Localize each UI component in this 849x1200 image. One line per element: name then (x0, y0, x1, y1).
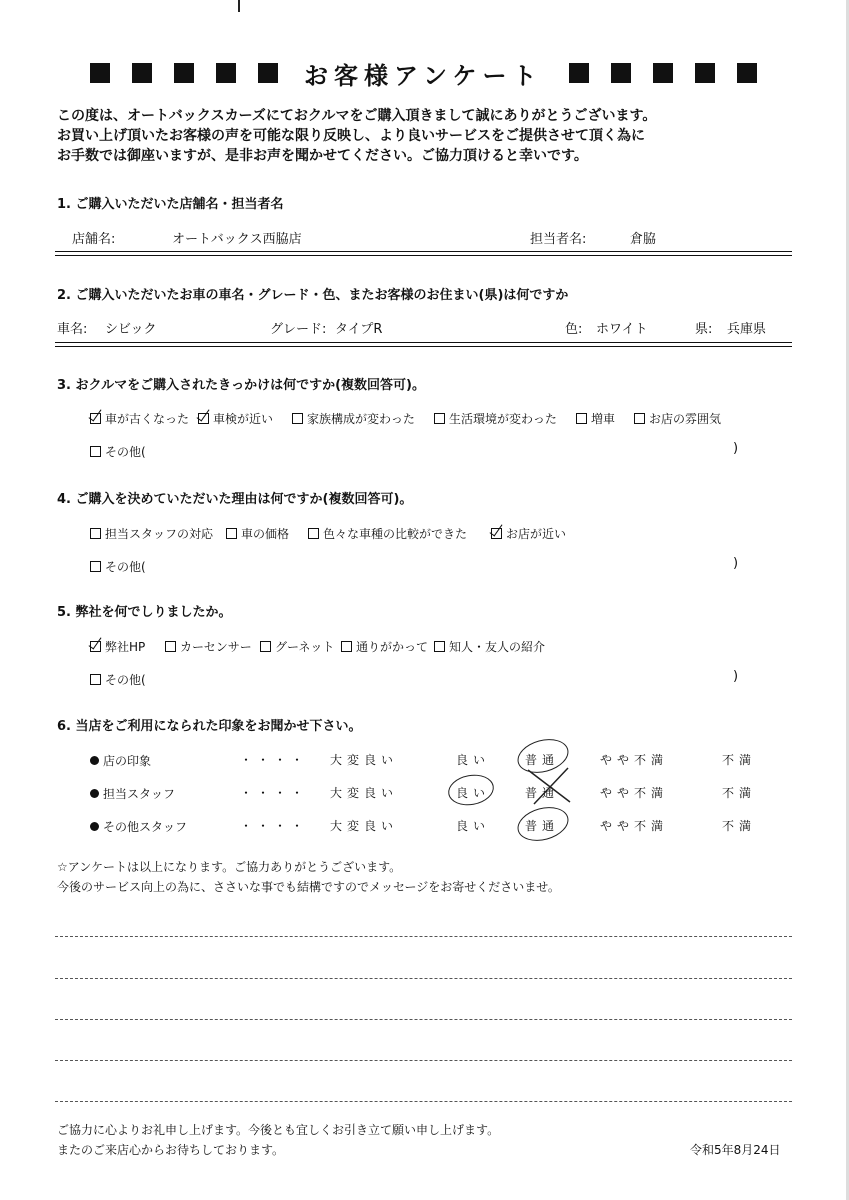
page-title: お客様アンケート (304, 61, 543, 90)
checkbox-checked[interactable] (90, 641, 101, 652)
rating-option-dissatisfied[interactable]: 不満 (722, 819, 757, 833)
store-label: 店舗名: (72, 232, 116, 247)
intro-line: この度は、オートバックスカーズにておクルマをご購入頂きまして誠にありがとうございます。 (57, 108, 657, 124)
option-company-hp[interactable] (90, 638, 145, 655)
footer-date: 令和5年8月24日 (690, 1143, 781, 1157)
staff-label: 担当者名: (530, 232, 587, 247)
selection-circle (446, 771, 497, 809)
option-old-car[interactable] (90, 410, 189, 427)
option-label: 車の価格 (241, 527, 290, 541)
intro-line: お手数では御座いますが、是非お声を聞かせてください。ご協力頂けると幸いです。 (57, 148, 588, 164)
question-5: 5. 弊社を何でしりましたか。 (57, 605, 232, 620)
option-label: その他( (105, 560, 146, 574)
checkbox[interactable] (90, 674, 101, 685)
checkbox[interactable] (292, 413, 303, 424)
option-store-near[interactable] (491, 525, 566, 542)
rating-dots: ・・・・ (240, 819, 309, 833)
bullet-icon (90, 822, 99, 831)
message-line[interactable] (55, 1019, 792, 1020)
option-label: 車検が近い (213, 412, 274, 426)
rating-option-normal[interactable]: 普通 (525, 753, 560, 767)
option-label: 増車 (591, 412, 616, 426)
car-label: 車名: (57, 322, 88, 337)
rating-dots: ・・・・ (240, 786, 309, 800)
rating-option-very-good[interactable]: 大変良い (330, 786, 399, 800)
footer-line-1: ご協力に心よりお礼申し上げます。今後とも宜しくお引き立て願い申し上げます。 (57, 1123, 500, 1137)
bullet-icon (90, 789, 99, 798)
option-label: 家族構成が変わった (307, 412, 415, 426)
checkbox[interactable] (90, 561, 101, 572)
option-label: 通りがかって (356, 640, 429, 654)
rating-option-good[interactable]: 良い (456, 786, 491, 800)
message-line[interactable] (55, 1060, 792, 1061)
question-4: 4. ご購入を決めていただいた理由は何ですか(複数回答可)。 (57, 492, 413, 507)
rating-row-label: 担当スタッフ (103, 787, 176, 801)
rating-option-somewhat-dissatisfied[interactable]: やや不満 (600, 753, 669, 767)
option-label: 知人・友人の紹介 (449, 640, 546, 654)
checkbox[interactable] (634, 413, 645, 424)
checkbox[interactable] (341, 641, 352, 652)
message-line[interactable] (55, 1101, 792, 1102)
grade-label: グレード: (270, 322, 327, 337)
rating-option-dissatisfied[interactable]: 不満 (722, 786, 757, 800)
option-other[interactable] (90, 443, 146, 460)
rating-row-store (90, 752, 151, 769)
rating-option-normal[interactable]: 普通 (525, 786, 560, 800)
rating-option-very-good[interactable]: 大変良い (330, 753, 399, 767)
rating-row-label: その他スタッフ (103, 820, 188, 834)
option-other[interactable] (90, 671, 146, 688)
option-label: グーネット (275, 640, 335, 654)
checkbox[interactable] (434, 641, 445, 652)
checkbox[interactable] (576, 413, 587, 424)
rating-option-somewhat-dissatisfied[interactable]: やや不満 (600, 819, 669, 833)
grade-value: タイプR (335, 322, 383, 337)
rating-option-normal[interactable]: 普通 (525, 819, 560, 833)
option-label: お店が近い (506, 527, 567, 541)
staff-value: 倉脇 (630, 232, 657, 247)
rating-row-staff (90, 785, 175, 802)
option-life-change[interactable] (434, 410, 557, 427)
rating-option-dissatisfied[interactable]: 不満 (722, 753, 757, 767)
option-inspection-near[interactable] (198, 410, 273, 427)
checkbox[interactable] (90, 528, 101, 539)
option-label: 弊社HP (105, 640, 146, 654)
checkbox[interactable] (434, 413, 445, 424)
car-value: シビック (105, 322, 157, 337)
rating-option-very-good[interactable]: 大変良い (330, 819, 399, 833)
checkbox[interactable] (226, 528, 237, 539)
option-additional-car[interactable] (576, 410, 615, 427)
option-label: お店の雰囲気 (649, 412, 722, 426)
option-store-atmosphere[interactable] (634, 410, 721, 427)
option-label: カーセンサー (180, 640, 252, 654)
option-label: 車が古くなった (105, 412, 190, 426)
rating-row-other-staff (90, 818, 187, 835)
question-2: 2. ご購入いただいたお車の車名・グレード・色、またお客様のお住まい(県)は何ですか (57, 288, 569, 303)
prefecture-label: 県: (695, 322, 713, 337)
strike-mark (520, 760, 580, 810)
title-row (90, 58, 770, 88)
option-label: 担当スタッフの対応 (105, 527, 214, 541)
title-squares-right (559, 63, 757, 83)
other-close-paren: ) (733, 441, 739, 456)
title-squares-left (90, 63, 288, 83)
option-other[interactable] (90, 558, 146, 575)
footer-line-2: またのご来店心からお待ちしております。 (57, 1143, 285, 1157)
divider (55, 342, 792, 347)
option-carsensor[interactable] (165, 638, 252, 655)
rating-dots: ・・・・ (240, 753, 309, 767)
option-label: 色々な車種の比較ができた (323, 527, 468, 541)
checkbox-checked[interactable] (198, 413, 209, 424)
message-line[interactable] (55, 978, 792, 979)
checkbox[interactable] (165, 641, 176, 652)
question-1: 1. ご購入いただいた店舗名・担当者名 (57, 197, 284, 212)
rating-row-label: 店の印象 (103, 754, 152, 768)
option-compare-models[interactable] (308, 525, 467, 542)
divider (55, 251, 792, 256)
closing-line-1: ☆アンケートは以上になります。ご協力ありがとうございます。 (57, 860, 402, 874)
question-3: 3. おクルマをご購入されたきっかけは何ですか(複数回答可)。 (57, 378, 426, 393)
option-family-change[interactable] (292, 410, 415, 427)
other-close-paren: ) (733, 669, 739, 684)
checkbox-checked[interactable] (90, 413, 101, 424)
option-referral[interactable] (434, 638, 545, 655)
scan-edge-mark (238, 0, 240, 12)
option-label: その他( (105, 673, 146, 687)
closing-line-2: 今後のサービス向上の為に、ささいな事でも結構ですのでメッセージをお寄せくださいませ。 (57, 880, 560, 894)
store-value: オートバックス西脇店 (172, 232, 302, 247)
option-label: 生活環境が変わった (449, 412, 557, 426)
intro-text (57, 106, 656, 166)
checkbox[interactable] (308, 528, 319, 539)
option-label: その他( (105, 445, 146, 459)
question-6: 6. 当店をご利用になられた印象をお聞かせ下さい。 (57, 719, 362, 734)
bullet-icon (90, 756, 99, 765)
option-passing-by[interactable] (341, 638, 428, 655)
option-car-price[interactable] (226, 525, 289, 542)
message-line[interactable] (55, 936, 792, 937)
color-value: ホワイト (596, 322, 648, 337)
rating-option-somewhat-dissatisfied[interactable]: やや不満 (600, 786, 669, 800)
option-goonet[interactable] (260, 638, 334, 655)
rating-option-good[interactable]: 良い (456, 753, 491, 767)
intro-line: お買い上げ頂いたお客様の声を可能な限り反映し、より良いサービスをご提供させて頂く為に (57, 128, 645, 144)
color-label: 色: (565, 322, 583, 337)
other-close-paren: ) (733, 556, 739, 571)
prefecture-value: 兵庫県 (727, 322, 767, 337)
checkbox[interactable] (260, 641, 271, 652)
rating-option-good[interactable]: 良い (456, 819, 491, 833)
option-staff-response[interactable] (90, 525, 213, 542)
checkbox-checked[interactable] (491, 528, 502, 539)
checkbox[interactable] (90, 446, 101, 457)
